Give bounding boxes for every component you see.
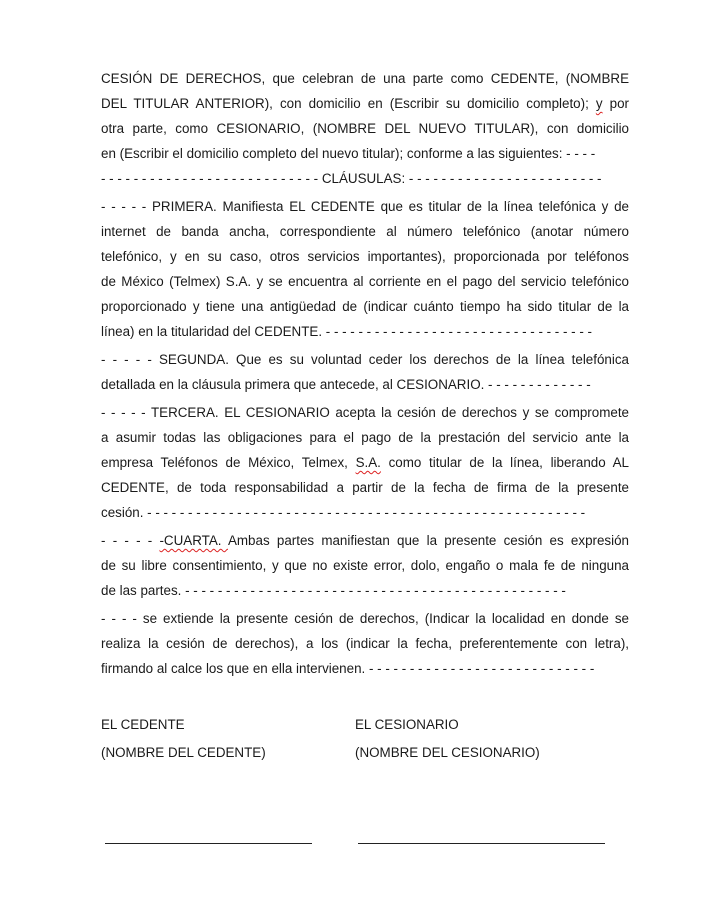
clause-tercera bbox=[101, 400, 629, 525]
spellcheck-word-cuarta: -CUARTA. bbox=[159, 533, 228, 548]
primera-line-1: - - - - - PRIMERA. Manifiesta EL CEDENTE que es titular de la línea telefónica y de bbox=[101, 199, 629, 214]
intro-line-2 bbox=[101, 91, 629, 116]
cesionario-signature-line bbox=[358, 843, 605, 844]
cierre-line-1: - - - - se extiende la presente cesión de derechos, (Indicar la localidad en donde se bbox=[101, 611, 629, 626]
tercera-line-3 bbox=[101, 450, 629, 475]
signature-labels-row bbox=[101, 711, 629, 739]
intro-line-2-b: por bbox=[602, 96, 629, 111]
segunda-line-1: - - - - - SEGUNDA. Que es su voluntad ceder los derechos de la línea telefónica bbox=[101, 352, 629, 367]
cierre-line-3: firmando al calce los que en ella intervienen. - - - - - - - - - - - - - - - - - - - - - - - - - - - - bbox=[101, 661, 595, 676]
primera-line-3: telefónico, y en su caso, otros servicios importantes), proporcionada por teléfonos bbox=[101, 249, 629, 264]
document-body bbox=[101, 66, 629, 681]
clause-cuarta bbox=[101, 528, 629, 603]
primera-line-2: internet de banda ancha, correspondiente al número telefónico (anotar número bbox=[101, 224, 629, 239]
intro-line-3: otra parte, como CESIONARIO, (NOMBRE DEL NUEVO TITULAR), con domicilio bbox=[101, 121, 629, 136]
spellcheck-word-y: y bbox=[595, 96, 603, 111]
intro-line-2-a: DEL TITULAR ANTERIOR), con domicilio en (Escribir su domicilio completo); bbox=[101, 96, 596, 111]
tercera-line-3-a: empresa Teléfonos de México, Telmex, bbox=[101, 455, 356, 470]
segunda-line-2: detallada en la cláusula primera que antecede, al CESIONARIO. - - - - - - - - - - - - - bbox=[101, 377, 591, 392]
intro-line-1: CESIÓN DE DERECHOS, que celebran de una parte como CEDENTE, (NOMBRE bbox=[101, 71, 629, 86]
cuarta-line-1-a: - - - - - bbox=[101, 533, 160, 548]
clausulas-heading: - - - - - - - - - - - - - - - - - - - - - - - - - - - CLÁUSULAS: - - - - - - - - - - - - - - - - - - - - - - - - bbox=[101, 171, 602, 186]
cesionario-name: (NOMBRE DEL CESIONARIO) bbox=[355, 745, 540, 760]
clause-segunda bbox=[101, 347, 629, 397]
closing-paragraph bbox=[101, 606, 629, 681]
cedente-label: EL CEDENTE bbox=[101, 717, 185, 732]
cesionario-label: EL CESIONARIO bbox=[355, 717, 459, 732]
signature-block bbox=[101, 711, 629, 767]
signature-names-row bbox=[101, 739, 629, 767]
cedente-name: (NOMBRE DEL CEDENTE) bbox=[101, 745, 266, 760]
cuarta-line-2: de su libre consentimiento, y que no existe error, dolo, engaño o mala fe de ninguna bbox=[101, 558, 629, 573]
primera-line-4: de México (Telmex) S.A. y se encuentra al corriente en el pago del servicio telefónico bbox=[101, 274, 629, 289]
clause-primera bbox=[101, 194, 629, 344]
cedente-signature-line bbox=[105, 843, 312, 844]
tercera-line-5: cesión. - - - - - - - - - - - - - - - - - - - - - - - - - - - - - - - - - - - - - - - - - - - - - - - - - - - - - - bbox=[101, 505, 586, 520]
tercera-line-3-b: como titular de la línea, liberando AL bbox=[380, 455, 630, 470]
tercera-line-1: - - - - - TERCERA. EL CESIONARIO acepta la cesión de derechos y se compromete bbox=[101, 405, 629, 420]
spellcheck-word-sa: S.A. bbox=[355, 455, 381, 470]
primera-line-5: proporcionado y tiene una antigüedad de (indicar cuánto tiempo ha sido titular de la bbox=[101, 299, 629, 314]
cuarta-line-1 bbox=[101, 528, 629, 553]
cierre-line-2: realiza la cesión de derechos), a los (indicar la fecha, preferentemente con letra), bbox=[101, 636, 629, 651]
cuarta-line-1-b: Ambas partes manifiestan que la presente cesión es expresión bbox=[227, 533, 629, 548]
primera-line-6: línea) en la titularidad del CEDENTE. - - - - - - - - - - - - - - - - - - - - - - - - - - - - - - - - - bbox=[101, 324, 592, 339]
intro-paragraph bbox=[101, 66, 629, 191]
cuarta-line-3: de las partes. - - - - - - - - - - - - - - - - - - - - - - - - - - - - - - - - - - - - - - - - - - - - - - - bbox=[101, 583, 566, 598]
tercera-line-2: a asumir todas las obligaciones para el pago de la prestación del servicio ante la bbox=[101, 430, 629, 445]
tercera-line-4: CEDENTE, de toda responsabilidad a partir de la fecha de firma de la presente bbox=[101, 480, 629, 495]
intro-line-4: en (Escribir el domicilio completo del nuevo titular); conforme a las siguientes: - - - - bbox=[101, 146, 596, 161]
